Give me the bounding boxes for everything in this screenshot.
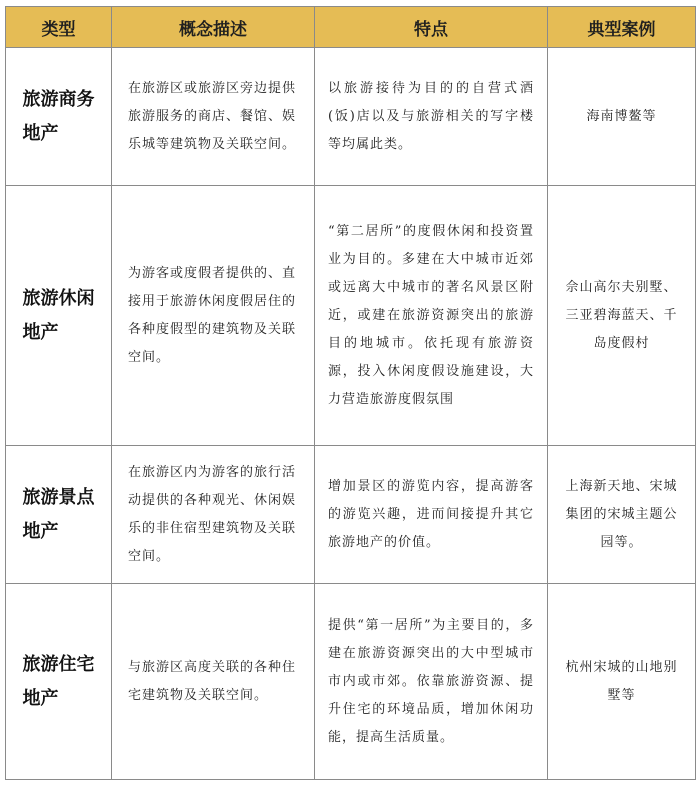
row-type: 旅游住宅地产 [22, 653, 95, 709]
tourism-real-estate-table [5, 6, 696, 780]
row-feature-cell [315, 584, 548, 780]
row-feature-cell [315, 446, 548, 584]
row-example-cell [548, 446, 696, 584]
row-concept-cell [112, 48, 315, 186]
table-row [6, 48, 696, 186]
row-feature-cell [315, 48, 548, 186]
table-row [6, 186, 696, 446]
row-concept: 为游客或度假者提供的、直接用于旅游休闲度假居住的各种度假型的建筑物及关联空间。 [128, 265, 297, 365]
row-example-cell [548, 186, 696, 446]
row-concept-cell [112, 584, 315, 780]
header-feature: 特点 [315, 7, 548, 48]
row-example-cell [548, 48, 696, 186]
row-type-cell [6, 186, 112, 446]
row-feature: 以旅游接待为目的的自营式酒(饭)店以及与旅游相关的写字楼等均属此类。 [328, 80, 534, 152]
row-concept: 在旅游区内为游客的旅行活动提供的各种观光、休闲娱乐的非住宿型建筑物及关联空间。 [128, 464, 297, 564]
header-example: 典型案例 [548, 7, 696, 48]
header-type: 类型 [6, 7, 112, 48]
row-concept: 在旅游区或旅游区旁边提供旅游服务的商店、餐馆、娱乐城等建筑物及关联空间。 [128, 80, 297, 152]
row-type: 旅游商务地产 [22, 88, 95, 144]
row-example-cell [548, 584, 696, 780]
row-example: 杭州宋城的山地别墅等 [565, 659, 678, 703]
row-example: 海南博鳌等 [586, 108, 657, 124]
row-example: 佘山高尔夫别墅、三亚碧海蓝天、千岛度假村 [565, 279, 678, 351]
header-concept: 概念描述 [112, 7, 315, 48]
row-feature-cell [315, 186, 548, 446]
row-type-cell [6, 48, 112, 186]
row-type: 旅游休闲地产 [22, 287, 95, 343]
row-feature: 提供“第一居所”为主要目的，多建在旅游资源突出的大中型城市市内或市郊。依靠旅游资源、提升住宅的环境品质，增加休闲功能，提高生活质量。 [328, 617, 534, 745]
row-feature: “第二居所”的度假休闲和投资置业为目的。多建在大中城市近郊或远离大中城市的著名风景区附近，或建在旅游资源突出的旅游目的地城市。依托现有旅游资源，投入休闲度假设施建设，大力营造旅游度假氛围 [328, 223, 534, 407]
row-concept-cell [112, 446, 315, 584]
row-feature: 增加景区的游览内容，提高游客的游览兴趣，进而间接提升其它旅游地产的价值。 [328, 478, 534, 550]
row-concept-cell [112, 186, 315, 446]
table-row [6, 446, 696, 584]
row-type-cell [6, 584, 112, 780]
row-type-cell [6, 446, 112, 584]
header-row [6, 7, 696, 48]
row-concept: 与旅游区高度关联的各种住宅建筑物及关联空间。 [128, 659, 297, 703]
table-row [6, 584, 696, 780]
row-example: 上海新天地、宋城集团的宋城主题公园等。 [565, 478, 678, 550]
row-type: 旅游景点地产 [22, 486, 95, 542]
